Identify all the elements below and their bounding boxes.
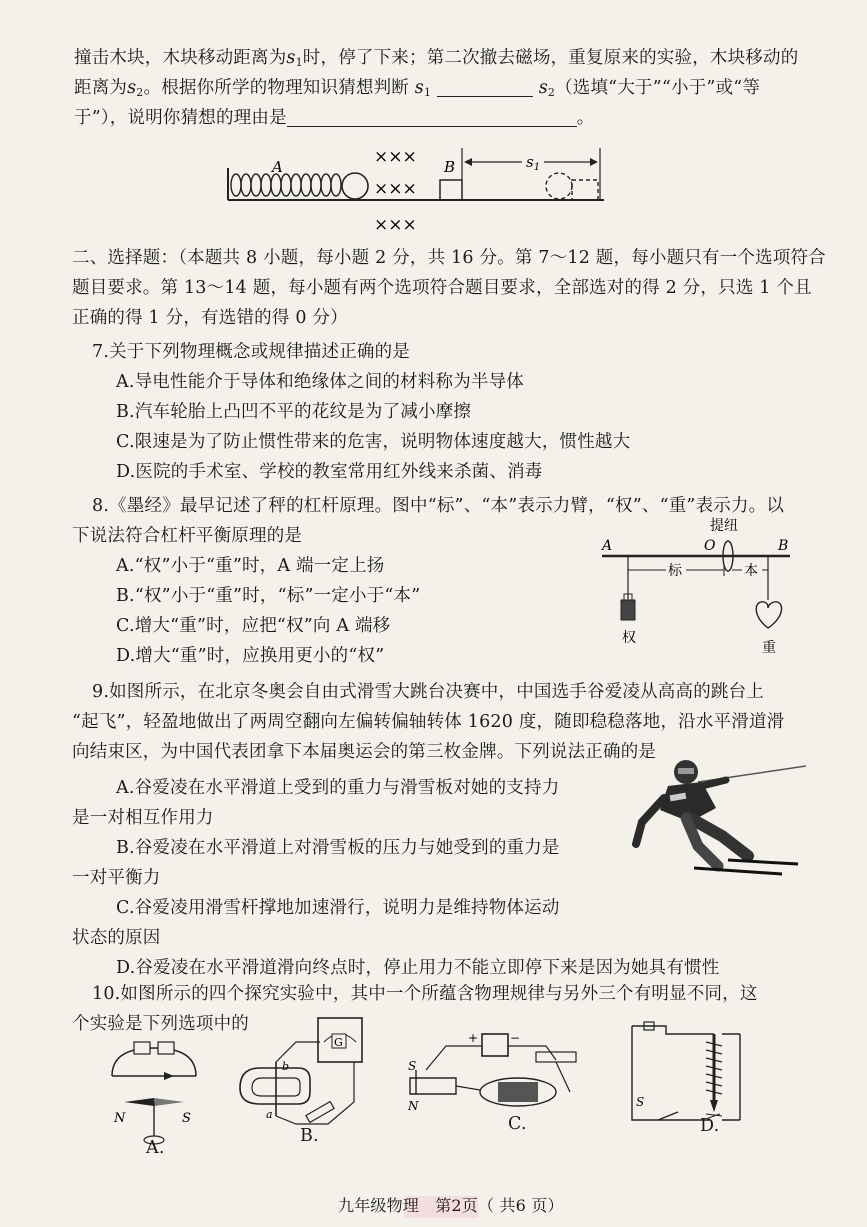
- answer-blank-compare[interactable]: [437, 78, 533, 97]
- label-s: S: [636, 1095, 645, 1109]
- label-a: a: [266, 1108, 273, 1121]
- q9-stem-1: 9.如图所示，在北京冬奥会自由式滑雪大跳台决赛中，中国选手谷爱凌从高高的跳台上: [92, 682, 764, 702]
- var-s: s: [414, 78, 424, 98]
- compass-needle-s: [154, 1098, 184, 1106]
- q8-option-d[interactable]: D.增大“重”时，应换用更小的“权”: [116, 646, 385, 666]
- q9-option-a-1[interactable]: A.谷爱凌在水平滑道上受到的重力与滑雪板对她的支持力: [116, 778, 560, 798]
- q9-option-c-2[interactable]: 状态的原因: [72, 928, 161, 948]
- switch-b: [306, 1102, 334, 1123]
- label-minus: −: [510, 1031, 521, 1045]
- var-s: s: [286, 48, 296, 68]
- label-s1: $s_1$: [526, 153, 541, 173]
- sub: 1: [423, 86, 432, 99]
- sub: 2: [136, 86, 144, 99]
- q8-option-b[interactable]: B.“权”小于“重”时，“标”一定小于“本”: [116, 586, 421, 606]
- ski: [694, 868, 782, 874]
- label-s: S: [408, 1059, 417, 1073]
- label-plus: +: [468, 1031, 479, 1045]
- q9-stem-2: “起飞”，轻盈地做出了两周空翻向左偏转偏轴转体 1620 度，随即稳稳落地，沿水平滑道滑: [72, 712, 785, 732]
- figure-c-motor[interactable]: [406, 1030, 592, 1120]
- figure-d-label[interactable]: D.: [700, 1116, 720, 1136]
- magnetic-field-cross-3: ×××: [374, 215, 417, 235]
- q9-option-a-2[interactable]: 是一对相互作用力: [72, 808, 214, 828]
- sub: 1: [295, 56, 303, 69]
- compass-needle-n: [124, 1098, 154, 1106]
- answer-blank-reason[interactable]: [287, 108, 577, 127]
- text: （选填“大于”“小于”或“等: [555, 78, 761, 98]
- magnetic-field-cross-1: ×××: [374, 147, 417, 167]
- section-heading-2: 题目要求。第 13～14 题，每小题有两个选项符合题目要求，全部选对的得 2 分，只选 1 个且: [72, 278, 812, 298]
- label-quan: 权: [622, 630, 636, 646]
- q7-option-b[interactable]: B.汽车轮胎上凸凹不平的花纹是为了减小摩擦: [116, 402, 472, 422]
- label-b: B: [444, 158, 456, 176]
- block-b: [440, 180, 462, 200]
- q8-stem-2: 下说法符合杠杆平衡原理的是: [72, 526, 303, 546]
- q8-option-c[interactable]: C.增大“重”时，应把“权”向 A 端移: [116, 616, 391, 636]
- ball: [342, 173, 368, 199]
- var-s: s: [127, 78, 137, 98]
- ball-dashed: [546, 173, 572, 199]
- label-b: B: [778, 538, 789, 554]
- label-a: A: [602, 538, 613, 554]
- label-biao: 标: [668, 563, 682, 579]
- q9-option-b-1[interactable]: B.谷爱凌在水平滑道上对滑雪板的压力与她受到的重力是: [116, 838, 560, 858]
- label-o: O: [704, 538, 716, 554]
- magnetic-field-cross-2: ×××: [374, 179, 417, 199]
- text: 时，停了下来；第二次撤去磁场，重复原来的实验，木块移动的: [302, 48, 799, 68]
- intro-line-1: [74, 46, 798, 75]
- q7-option-a[interactable]: A.导电性能介于导体和绝缘体之间的材料称为半导体: [116, 372, 524, 392]
- figure-b-label[interactable]: B.: [300, 1126, 319, 1146]
- intro-line-2: [74, 76, 760, 105]
- text: 撞击木块，木块移动距离为: [74, 48, 287, 68]
- q10-stem-2: 个实验是下列选项中的: [72, 1014, 249, 1034]
- q10-stem-1: 10.如图所示的四个探究实验中，其中一个所蕴含物理规律与另外三个有明显不同，这: [92, 984, 758, 1004]
- battery-c: [482, 1034, 508, 1056]
- var-s: s: [538, 78, 548, 98]
- text: 。: [576, 108, 595, 128]
- q7-option-c[interactable]: C.限速是为了防止惯性带来的危害，说明物体速度越大，惯性越大: [116, 432, 631, 452]
- q7-stem: 7.关于下列物理概念或规律描述正确的是: [92, 342, 410, 362]
- text: 。根据你所学的物理知识猜想判断: [143, 78, 409, 98]
- spring-magnet-figure: [222, 138, 622, 238]
- label-zhong: 重: [762, 640, 776, 656]
- q9-option-b-2[interactable]: 一对平衡力: [72, 868, 161, 888]
- heavy-object-zhong: [756, 602, 781, 628]
- figure-d-electromagnet[interactable]: [618, 1020, 748, 1130]
- label-g: G: [334, 1036, 343, 1049]
- q9-stem-3: 向结束区，为中国代表团拿下本届奥运会的第三枚金牌。下列说法正确的是: [72, 742, 657, 762]
- magnet-c: [410, 1078, 456, 1094]
- label-ben: 本: [744, 563, 758, 579]
- text: 于”），说明你猜想的理由是: [74, 108, 287, 128]
- section-heading-3: 正确的得 1 分，有选错的得 0 分）: [72, 308, 348, 328]
- skier-photo: [598, 752, 808, 882]
- section-heading-1: 二、选择题：（本题共 8 小题，每小题 2 分，共 16 分。第 7～12 题，每小题只有一个选项符合: [72, 248, 826, 268]
- label-n: N: [114, 1111, 126, 1126]
- q9-option-c-1[interactable]: C.谷爱凌用滑雪杆撑地加速滑行，说明力是维持物体运动: [116, 898, 560, 918]
- text: 距离为: [74, 78, 128, 98]
- q7-option-d[interactable]: D.医院的手术室、学校的教室常用红外线来杀菌、消毒: [116, 462, 543, 482]
- steelyard-figure: [592, 516, 812, 662]
- label-s: S: [182, 1111, 191, 1126]
- label-b: b: [282, 1060, 290, 1073]
- intro-line-3: [74, 106, 595, 130]
- figure-b-induction[interactable]: [236, 1012, 376, 1132]
- figure-a-label[interactable]: A.: [146, 1138, 165, 1158]
- switch-c: [536, 1052, 576, 1062]
- spring: [231, 174, 341, 196]
- page-footer: 九年级物理 第2页（ 共6 页）: [338, 1196, 564, 1215]
- figure-c-label[interactable]: C.: [508, 1114, 527, 1134]
- q8-option-a[interactable]: A.“权”小于“重”时，A 端一定上扬: [116, 556, 385, 576]
- q8-stem-1: 8.《墨经》最早记述了秤的杠杆原理。图中“标”、“本”表示力臂，“权”、“重”表示力。以: [92, 496, 785, 516]
- switch-d: [658, 1112, 678, 1120]
- battery-a: [134, 1042, 150, 1054]
- block-dashed: [572, 180, 598, 200]
- weight-quan: [621, 600, 635, 620]
- label-n: N: [408, 1099, 419, 1113]
- sub: 2: [547, 86, 556, 99]
- q9-option-d[interactable]: D.谷爱凌在水平滑道滑向终点时，停止用力不能立即停下来是因为她具有惯性: [116, 958, 720, 978]
- label-tiniu: 提纽: [710, 518, 738, 534]
- label-a: A: [272, 158, 283, 176]
